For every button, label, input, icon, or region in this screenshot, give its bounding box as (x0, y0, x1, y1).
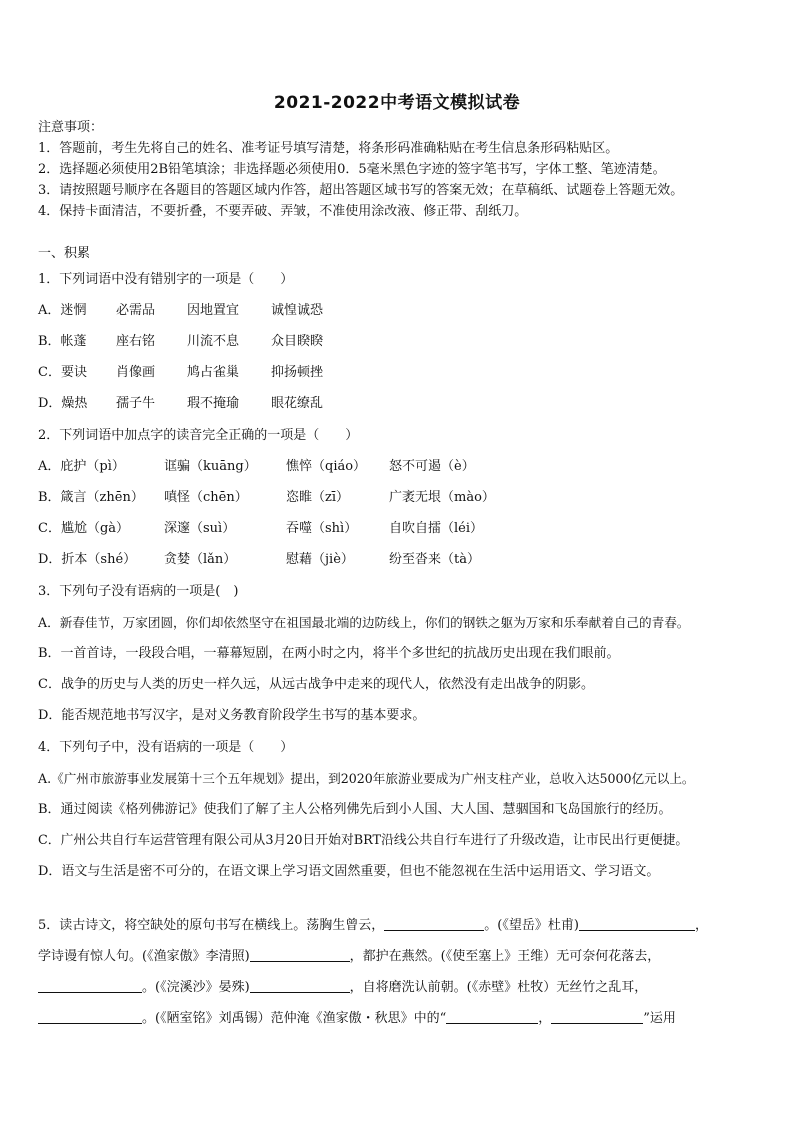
q2-option-b: B．箴言（zhēn） 嗔怪（chēn） 恣睢（zī） 广袤无垠（mào） (38, 490, 495, 505)
answer-blank[interactable] (250, 978, 350, 993)
notice-item-2: 2．选择题必须使用2B铅笔填涂；非选择题必须使用0．5毫米黑色字迹的签字笔书写，字体工整、笔迹清楚。 (38, 162, 666, 177)
notice-item-1: 1．答题前，考生先将自己的姓名、准考证号填写清楚，将条形码准确粘贴在考生信息条形码粘贴区。 (38, 141, 619, 156)
q3-option-c: C．战争的历史与人类的历史一样久远，从远古战争中走来的现代人，依然没有走出战争的阴影。 (38, 677, 594, 692)
q5-line-1: 5．读古诗文，将空缺处的原句书写在横线上。荡胸生曾云， 。(《望岳》杜甫) ， (38, 918, 708, 933)
q3-option-a: A．新春佳节，万家团圆，你们却依然坚守在祖国最北端的边防线上，你们的钢铁之躯为万家和乐奉献着自己的青春。 (38, 615, 690, 630)
answer-blank[interactable] (384, 916, 484, 931)
notice-heading: 注意事项： (38, 120, 104, 135)
answer-blank[interactable] (446, 1009, 538, 1024)
notice-item-3: 3．请按照题号顺序在各题目的答题区域内作答，超出答题区域书写的答案无效；在草稿纸、试题卷上答题无效。 (38, 183, 684, 198)
q2-option-c: C．尴尬（gà） 深邃（suì） 吞噬（shì） 自吹自擂（léi） (38, 521, 484, 536)
q4-option-b: B．通过阅读《格列佛游记》使我们了解了主人公格列佛先后到小人国、大人国、慧骃国和飞岛国旅行的经历。 (38, 802, 672, 817)
exam-title: 2021-2022中考语文模拟试卷 (273, 93, 521, 113)
q2-option-a: A．庇护（pì） 诓骗（kuāng） 憔悴（qiáo） 怒不可遏（è） (38, 459, 475, 474)
q1-option-a: A．迷惘 必需品 因地置宜 诚惶诚恐 (38, 303, 324, 318)
q5-line-2: 学诗谩有惊人句。(《渔家傲》李清照) ，都护在燕然。(《使至塞上》王维）无可奈何花落去， (38, 949, 661, 964)
q4-option-d: D．语文与生活是密不可分的，在语文课上学习语文固然重要，但也不能忽视在生活中运用语文、学习语文。 (38, 864, 660, 879)
answer-blank[interactable] (38, 978, 142, 993)
q1-option-b: B．帐蓬 座右铭 川流不息 众目睽睽 (38, 334, 324, 349)
answer-blank[interactable] (250, 947, 350, 962)
question-4-stem: 4．下列句子中，没有语病的一项是（ ） (38, 740, 294, 755)
answer-blank[interactable] (38, 1009, 142, 1024)
q2-option-d: D．折本（shé） 贪婪（lǎn） 慰藉（jiè） 纷至沓来（tà） (38, 552, 480, 567)
q3-option-b: B．一首首诗，一段段合唱，一幕幕短剧，在两小时之内，将半个多世纪的抗战历史出现在我们眼前。 (38, 646, 620, 661)
question-2-stem: 2．下列词语中加点字的读音完全正确的一项是（ ） (38, 428, 359, 443)
section-heading: 一、积累 (38, 246, 91, 261)
q4-option-a: A.《广州市旅游事业发展第十三个五年规划》提出，到2020年旅游业要成为广州支柱产业，总收入达5000亿元以上。 (38, 771, 695, 786)
q5-line-4: 。(《陋室铭》刘禹锡）范仲淹《渔家傲・秋思》中的“ ， ”运用 (38, 1009, 764, 1028)
q1-option-d: D．燥热 孺子牛 瑕不掩瑜 眼花缭乱 (38, 396, 324, 411)
q3-option-d: D．能否规范地书写汉字，是对义务教育阶段学生书写的基本要求。 (38, 708, 426, 723)
q5-line-3: 。(《浣溪沙》晏殊) ，自将磨洗认前朝。(《赤壁》杜牧）无丝竹之乱耳， (38, 978, 764, 997)
notice-item-4: 4．保持卡面清洁，不要折叠，不要弄破、弄皱，不准使用涂改液、修正带、刮纸刀。 (38, 204, 528, 219)
answer-blank[interactable] (551, 1009, 643, 1024)
question-1-stem: 1．下列词语中没有错别字的一项是（ ） (38, 272, 294, 287)
answer-blank[interactable] (579, 916, 695, 931)
question-3-stem: 3．下列句子没有语病的一项是( ) (38, 584, 239, 599)
q1-option-c: C．要诀 肖像画 鸠占雀巢 抑扬顿挫 (38, 365, 324, 380)
q4-option-c: C．广州公共自行车运营管理有限公司从3月20日开始对BRT沿线公共自行车进行了升级改造，让市民出行更便捷。 (38, 833, 689, 848)
